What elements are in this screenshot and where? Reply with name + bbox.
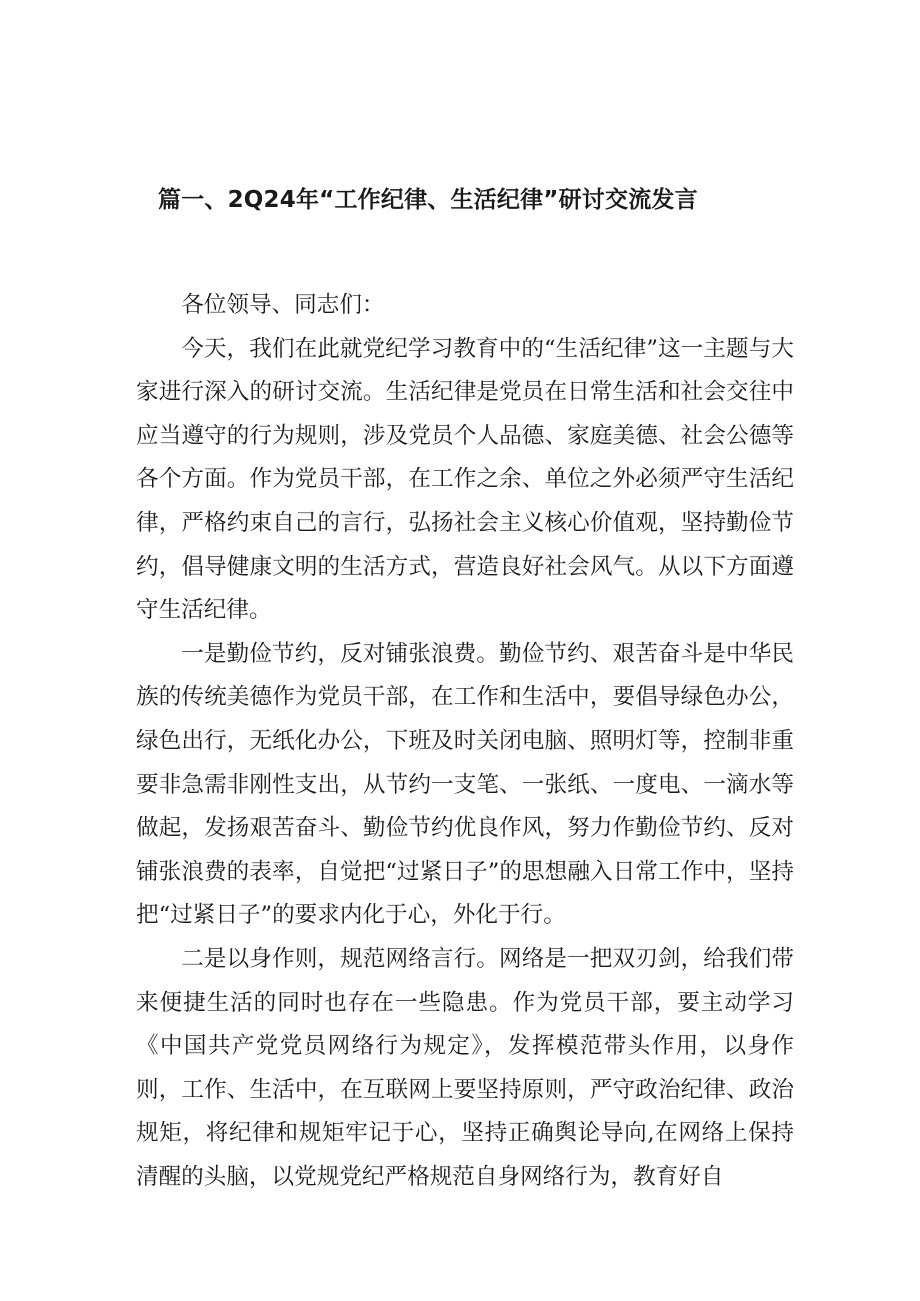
paragraph-intro: 今天，我们在此就党纪学习教育中的“生活纪律”这一主题与大家进行深入的研讨交流。生活纪律是党员在日常生活和社会交往中应当遵守的行为规则，涉及党员个人品德、家庭美德、社会公德等各个方面。作为党员干部，在工作之余、单位之外必须严守生活纪律，严格约束自己的言行，弘扬社会主义核心价值观，坚持勤俭节约，倡导健康文明的生活方式，营造良好社会风气。从以下方面遵守生活纪律。 — [136, 335, 794, 624]
paragraph-point-one: 一是勤俭节约，反对铺张浪费。勤俭节约、艰苦奋斗是中华民族的传统美德作为党员干部，在工作和生活中，要倡导绿色办公，绿色出行，无纸化办公，下班及时关闭电脑、照明灯等，控制非重要非急需非刚性支出，从节约一支笔、一张纸、一度电、一滴水等做起，发扬艰苦奋斗、勤俭节约优良作风，努力作勤俭节约、反对铺张浪费的表率，自觉把“过紧日子”的思想融入日常工作中，坚持把“过紧日子”的要求内化于心，外化于行。 — [136, 640, 794, 929]
document-body — [136, 284, 794, 1199]
document-title: 篇一、2Q24年“工作纪律、生活纪律”研讨交流发言 — [158, 187, 698, 213]
paragraph-point-two: 二是以身作则，规范网络言行。网络是一把双刃剑，给我们带来便捷生活的同时也存在一些隐患。作为党员干部，要主动学习《中国共产党党员网络行为规定》，发挥模范带头作用，以身作则，工作、生活中，在互联网上要坚持原则，严守政治纪律、政治规矩，将纪律和规矩牢记于心，坚持正确舆论导向,在网络上保持清醒的头脑，以党规党纪严格规范自身网络行为，教育好自 — [136, 945, 794, 1190]
paragraph-salutation: 各位领导、同志们： — [181, 292, 385, 318]
